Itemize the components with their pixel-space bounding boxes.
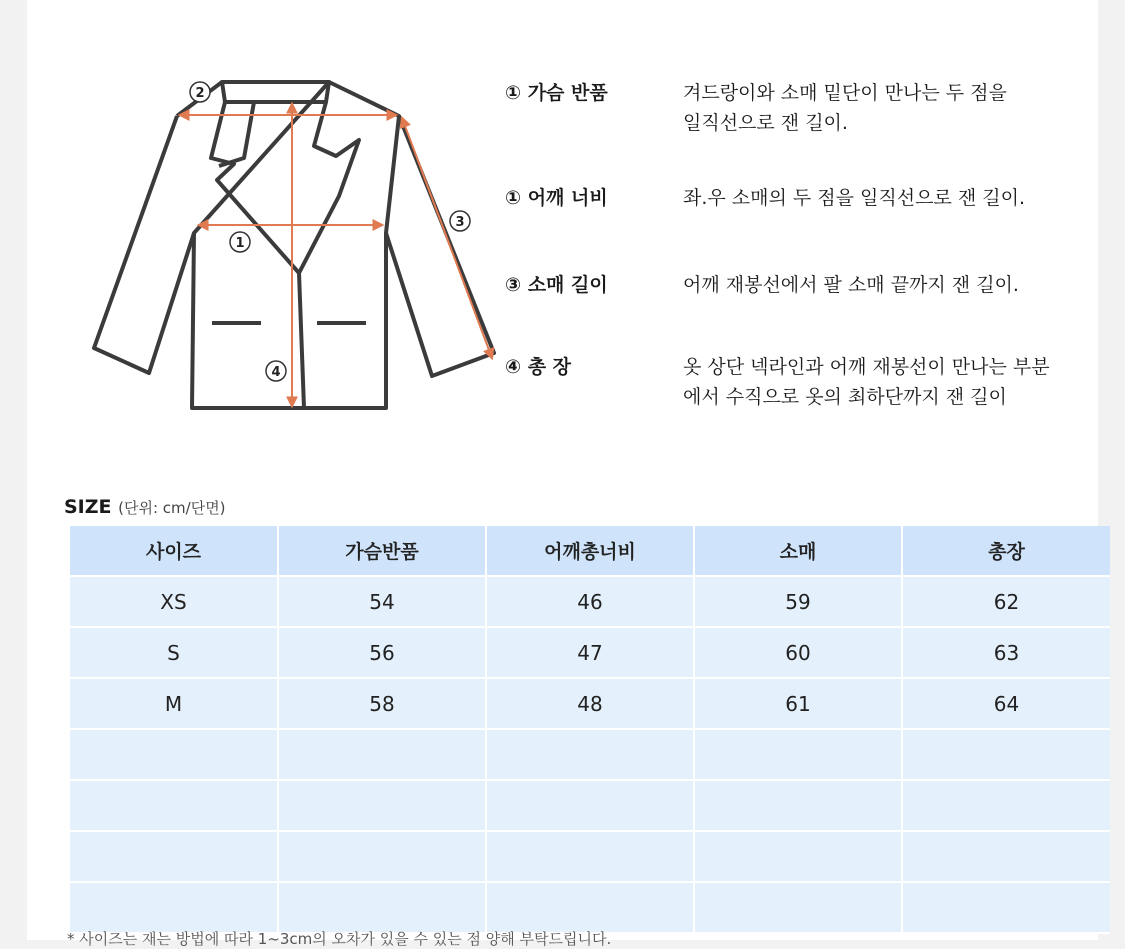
table-cell (486, 831, 694, 882)
text-line: 옷 상단 넥라인과 어깨 재봉선이 만나는 부분 (683, 356, 1050, 378)
svg-text:4: 4 (271, 365, 281, 380)
table-cell: 46 (486, 576, 694, 627)
table-cell: 48 (486, 678, 694, 729)
marker-2-badge (190, 82, 210, 102)
table-cell (694, 831, 902, 882)
jacket-measurement-diagram (54, 68, 514, 428)
svg-text:1: 1 (235, 236, 245, 251)
table-cell: 54 (278, 576, 486, 627)
measurement-text (683, 352, 1103, 412)
size-title-text: SIZE (64, 496, 112, 518)
marker-1-badge (230, 232, 250, 252)
table-cell (902, 729, 1110, 780)
table-cell: 64 (902, 678, 1110, 729)
table-cell: 56 (278, 627, 486, 678)
size-title (64, 496, 226, 518)
measurement-label: ④ 총 장 (505, 356, 572, 378)
table-header-row (70, 526, 1110, 576)
table-cell: 47 (486, 627, 694, 678)
table-cell (278, 780, 486, 831)
measurement-text (683, 78, 1103, 138)
table-cell (694, 729, 902, 780)
header-length: 총장 (902, 526, 1110, 576)
svg-text:2: 2 (195, 86, 205, 101)
text-line: 좌.우 소매의 두 점을 일직선으로 잰 길이. (683, 187, 1025, 209)
svg-text:3: 3 (455, 215, 465, 230)
table-cell (902, 882, 1110, 933)
marker-3-badge (450, 211, 470, 231)
jacket-outline (94, 82, 494, 408)
text-line: 일직선으로 잰 길이. (683, 112, 848, 134)
table-cell (70, 831, 278, 882)
table-cell (278, 729, 486, 780)
table-row (70, 831, 1110, 882)
text-line: 어깨 재봉선에서 팔 소매 끝까지 잰 길이. (683, 274, 1019, 296)
measurement-label: ③ 소매 길이 (505, 274, 608, 296)
header-shoulder: 어깨총너비 (486, 526, 694, 576)
measurement-label: ① 어깨 너비 (505, 187, 608, 209)
table-cell (70, 729, 278, 780)
table-cell: S (70, 627, 278, 678)
size-table (70, 526, 1110, 934)
page (27, 0, 1098, 948)
table-row (70, 576, 1110, 627)
table-cell (902, 780, 1110, 831)
table-cell (70, 882, 278, 933)
table-cell (486, 780, 694, 831)
table-cell (694, 780, 902, 831)
size-unit: (단위: cm/단면) (118, 499, 226, 517)
table-row (70, 729, 1110, 780)
table-cell (278, 882, 486, 933)
measurement-label: ① 가슴 반품 (505, 82, 608, 104)
table-cell: 58 (278, 678, 486, 729)
table-cell (902, 831, 1110, 882)
table-cell: 61 (694, 678, 902, 729)
measurement-text (683, 270, 1103, 300)
table-cell (486, 729, 694, 780)
table-row (70, 678, 1110, 729)
table-cell: 63 (902, 627, 1110, 678)
header-chest: 가슴반품 (278, 526, 486, 576)
table-cell (694, 882, 902, 933)
table-cell (278, 831, 486, 882)
footnote: * 사이즈는 재는 방법에 따라 1~3cm의 오차가 있을 수 있는 점 양해 부탁드립니다. (67, 930, 612, 948)
table-cell: 59 (694, 576, 902, 627)
header-size: 사이즈 (70, 526, 278, 576)
table-cell: M (70, 678, 278, 729)
text-line: 겨드랑이와 소매 밑단이 만나는 두 점을 (683, 82, 1007, 104)
table-row (70, 627, 1110, 678)
table-cell: 60 (694, 627, 902, 678)
table-cell: 62 (902, 576, 1110, 627)
marker-4-badge (266, 361, 286, 381)
measurement-text (683, 183, 1103, 213)
table-row (70, 780, 1110, 831)
table-row (70, 882, 1110, 933)
measurement-lines (180, 104, 492, 406)
table-cell: XS (70, 576, 278, 627)
header-sleeve: 소매 (694, 526, 902, 576)
table-cell (486, 882, 694, 933)
text-line: 에서 수직으로 옷의 최하단까지 잰 길이 (683, 386, 1007, 408)
table-cell (70, 780, 278, 831)
